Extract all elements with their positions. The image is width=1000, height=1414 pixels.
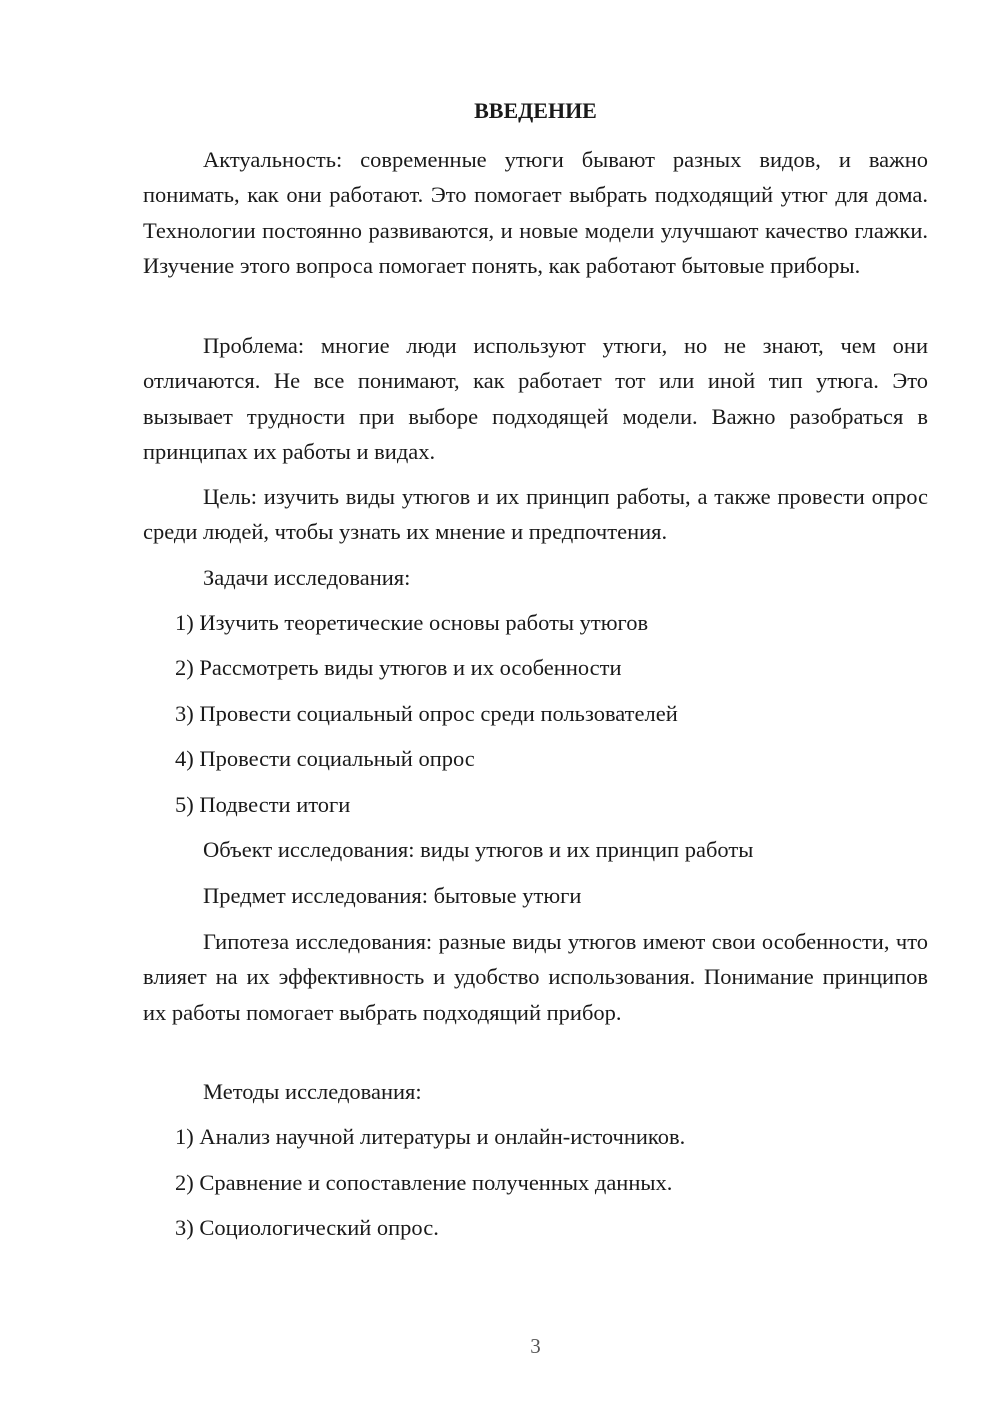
task-item: 1) Изучить теоретические основы работы утюгов — [175, 610, 649, 635]
method-item: 3) Социологический опрос. — [175, 1215, 439, 1240]
research-object: Объект исследования: виды утюгов и их принцип работы — [203, 837, 754, 862]
research-subject: Предмет исследования: бытовые утюги — [203, 883, 582, 908]
goal-paragraph: Цель: изучить виды утюгов и их принцип работы, а также провести опрос среди людей, чтобы узнать их мнение и предпочтения. — [143, 484, 928, 545]
task-item: 5) Подвести итоги — [175, 792, 351, 817]
page-number: 3 — [530, 1334, 541, 1358]
method-item: 2) Сравнение и сопоставление полученных данных. — [175, 1170, 673, 1195]
document-page — [143, 0, 928, 1414]
methods-heading: Методы исследования: — [203, 1079, 422, 1104]
hypothesis-paragraph: Гипотеза исследования: разные виды утюгов имеют свои особенности, что влияет на их эффективность и удобство использования. Понимание принципов их работы помогает выбрать подходящий прибор. — [143, 929, 928, 1025]
problem-paragraph: Проблема: многие люди используют утюги, но не знают, чем они отличаются. Не все понимают, как работает тот или иной тип утюга. Это вызывает трудности при выборе подходящей модели. Важно разобраться в принципах их работы и видах. — [143, 333, 928, 464]
page-title: ВВЕДЕНИЕ — [474, 98, 597, 123]
method-item: 1) Анализ научной литературы и онлайн-источников. — [175, 1124, 686, 1149]
task-item: 4) Провести социальный опрос — [175, 746, 475, 771]
relevance-paragraph: Актуальность: современные утюги бывают разных видов, и важно понимать, как они работают. Это помогает выбрать подходящий утюг для дома. Технологии постоянно развиваются, и новые модели улучшают качество глажки. Изучение этого вопроса помогает понять, как работают бытовые приборы. — [143, 147, 928, 278]
task-item: 2) Рассмотреть виды утюгов и их особенности — [175, 655, 622, 680]
tasks-heading: Задачи исследования: — [203, 565, 411, 590]
task-item: 3) Провести социальный опрос среди пользователей — [175, 701, 678, 726]
